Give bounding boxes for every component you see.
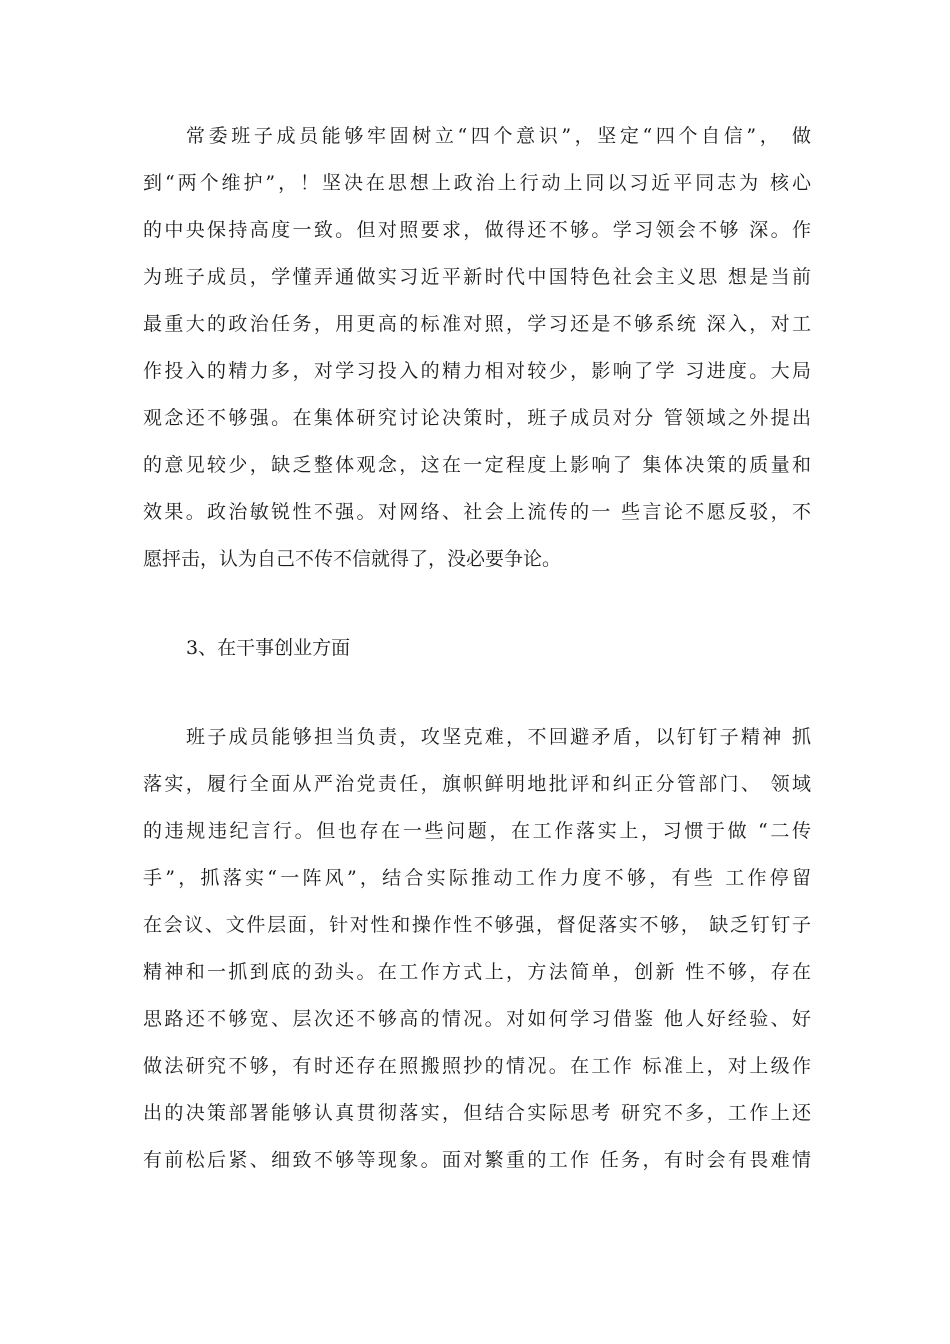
paragraph-1-line: 为班子成员，学懂弄通做实习近平新时代中国特色社会主义思 想是当前 xyxy=(143,266,811,288)
paragraph-1-line: 观念还不够强。在集体研究讨论决策时，班子成员对分 管领域之外提出 xyxy=(143,407,811,429)
paragraph-2-line: 手”，抓落实“一阵风”，结合实际推动工作力度不够，有些 工作停留 xyxy=(143,867,811,889)
paragraph-2-line: 做法研究不够，有时还存在照搬照抄的情况。在工作 标准上，对上级作 xyxy=(143,1055,811,1077)
section-heading: 3、在干事创业方面 xyxy=(186,637,351,659)
paragraph-1-line: 的意见较少，缺乏整体观念，这在一定程度上影响了 集体决策的质量和 xyxy=(143,454,811,476)
paragraph-2-line: 班子成员能够担当负责，攻坚克难，不回避矛盾，以钉钉子精神 抓 xyxy=(186,726,811,748)
paragraph-1-line: 效果。政治敏锐性不强。对网络、社会上流传的一 些言论不愿反驳，不 xyxy=(143,501,811,523)
paragraph-2-line: 落实，履行全面从严治党责任，旗帜鲜明地批评和纠正分管部门、 领域 xyxy=(143,773,811,795)
paragraph-1-line: 到“两个维护”，！坚决在思想上政治上行动上同以习近平同志为 核心 xyxy=(143,172,811,194)
paragraph-1-line: 作投入的精力多，对学习投入的精力相对较少，影响了学 习进度。大局 xyxy=(143,360,811,382)
paragraph-1-line: 的中央保持高度一致。但对照要求，做得还不够。学习领会不够 深。作 xyxy=(143,219,811,241)
paragraph-1-line: 最重大的政治任务，用更高的标准对照，学习还是不够系统 深入，对工 xyxy=(143,313,811,335)
paragraph-2-line: 出的决策部署能够认真贯彻落实，但结合实际思考 研究不多，工作上还 xyxy=(143,1102,811,1124)
paragraph-1-line: 常委班子成员能够牢固树立“四个意识”，坚定“四个自信”， 做 xyxy=(186,125,811,147)
paragraph-2-line: 在会议、文件层面，针对性和操作性不够强，督促落实不够， 缺乏钉钉子 xyxy=(143,914,811,936)
paragraph-2-line: 精神和一抓到底的劲头。在工作方式上，方法简单，创新 性不够，存在 xyxy=(143,961,811,983)
paragraph-2-line: 思路还不够宽、层次还不够高的情况。对如何学习借鉴 他人好经验、好 xyxy=(143,1008,811,1030)
paragraph-2-line: 有前松后紧、细致不够等现象。面对繁重的工作 任务，有时会有畏难情 xyxy=(143,1149,811,1171)
paragraph-1-line: 愿抨击，认为自己不传不信就得了，没必要争论。 xyxy=(143,548,562,570)
paragraph-2-line: 的违规违纪言行。但也存在一些问题，在工作落实上，习惯于做 “二传 xyxy=(143,820,811,842)
